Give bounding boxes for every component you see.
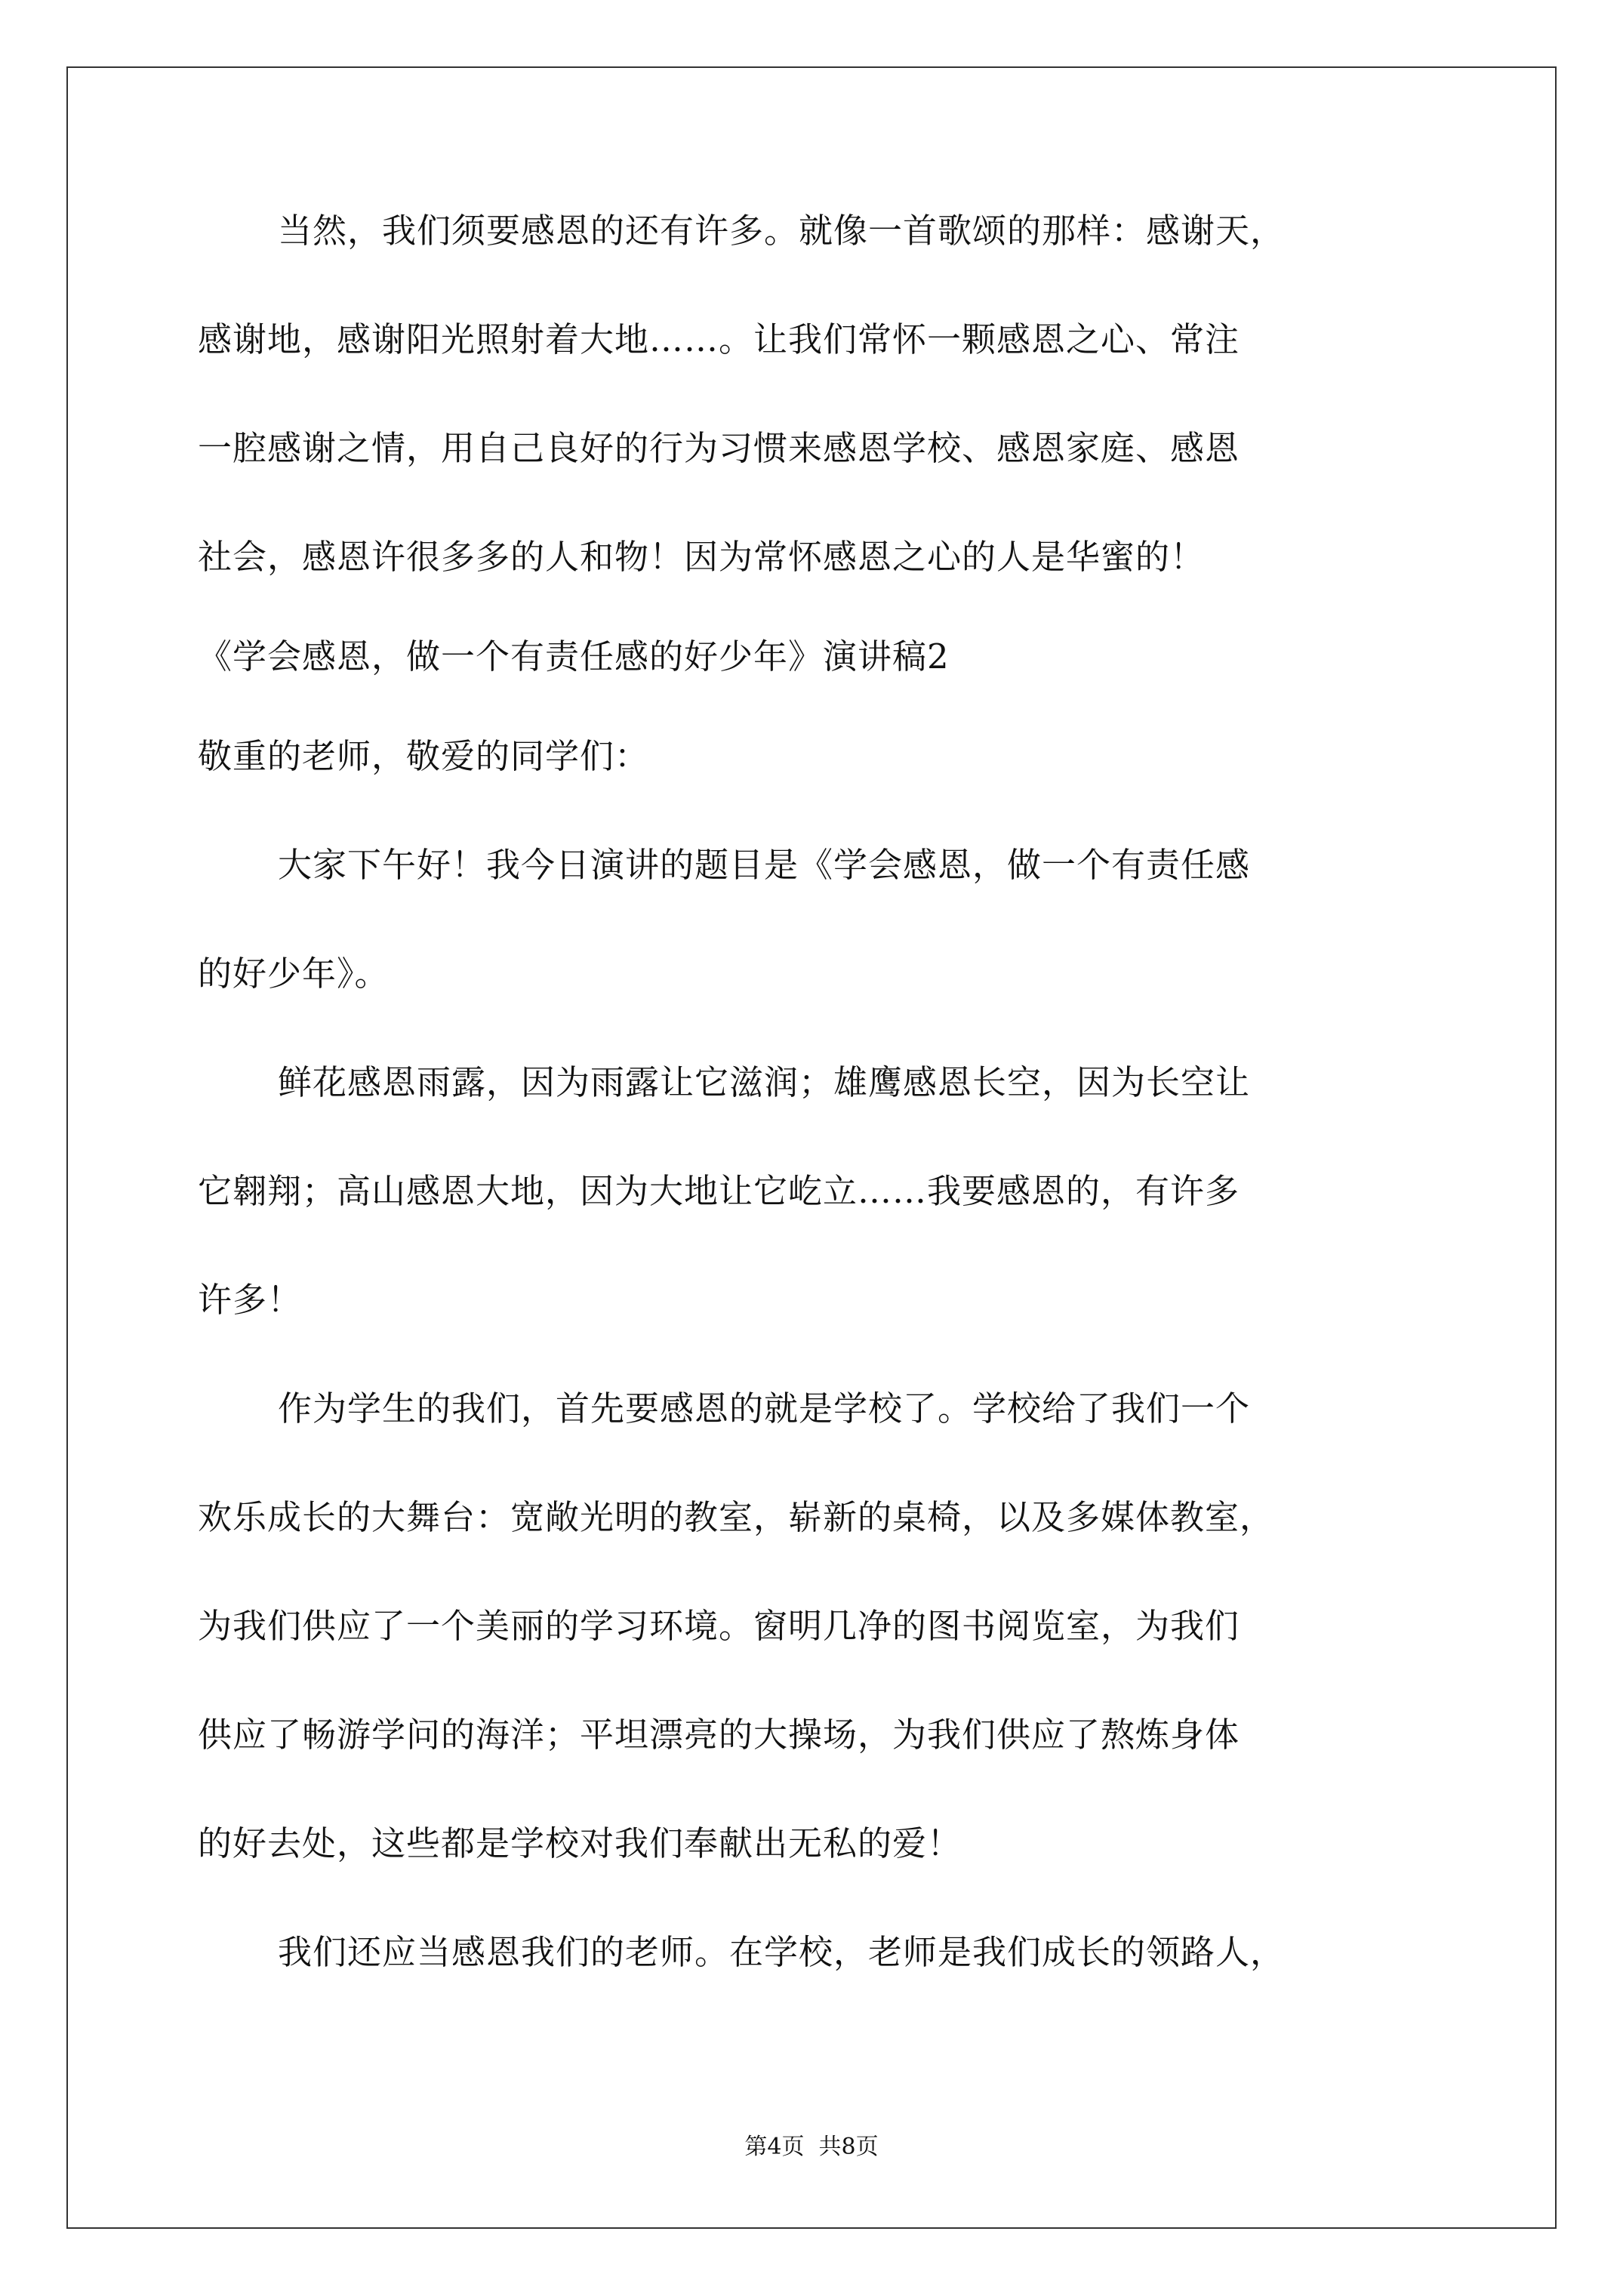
- paragraph-line: 一腔感谢之情，用自己良好的行为习惯来感恩学校、感恩家庭、感恩: [198, 428, 1240, 468]
- paragraph-line: 社会，感恩许很多多的人和物！因为常怀感恩之心的人是华蜜的！: [198, 537, 1206, 577]
- paragraph-line: 当然，我们须要感恩的还有许多。就像一首歌颂的那样：感谢天，: [278, 211, 1286, 251]
- paragraph-line: 鲜花感恩雨露，因为雨露让它滋润；雄鹰感恩长空，因为长空让: [278, 1062, 1251, 1102]
- paragraph-line: 我们还应当感恩我们的老师。在学校，老师是我们成长的领路人，: [278, 1932, 1286, 1972]
- section-title: 《学会感恩，做一个有责任感的好少年》演讲稿2: [198, 636, 950, 676]
- paragraph-line: 的好少年》。: [198, 954, 390, 994]
- paragraph-line: 为我们供应了一个美丽的学习环境。窗明几净的图书阅览室，为我们: [198, 1606, 1240, 1646]
- paragraph-line: 大家下午好！我今日演讲的题目是《学会感恩，做一个有责任感: [278, 845, 1251, 885]
- document-body: [198, 208, 1466, 2039]
- paragraph-line: 它翱翔；高山感恩大地，因为大地让它屹立……我要感恩的，有许多: [198, 1171, 1240, 1211]
- paragraph-line: 许多！: [198, 1280, 303, 1320]
- paragraph-line: 作为学生的我们，首先要感恩的就是学校了。学校给了我们一个: [278, 1388, 1251, 1428]
- paragraph-line: 的好去处，这些都是学校对我们奉献出无私的爱！: [198, 1823, 962, 1863]
- salutation: 敬重的老师，敬爱的同学们：: [198, 736, 650, 776]
- page-number-footer: 第4页 共8页: [744, 2134, 879, 2160]
- paragraph-line: 供应了畅游学问的海洋；平坦漂亮的大操场，为我们供应了熬炼身体: [198, 1715, 1240, 1755]
- paragraph-line: 感谢地，感谢阳光照射着大地……。让我们常怀一颗感恩之心、常注: [198, 319, 1240, 359]
- paragraph-line: 欢乐成长的大舞台：宽敞光明的教室，崭新的桌椅，以及多媒体教室，: [198, 1497, 1275, 1537]
